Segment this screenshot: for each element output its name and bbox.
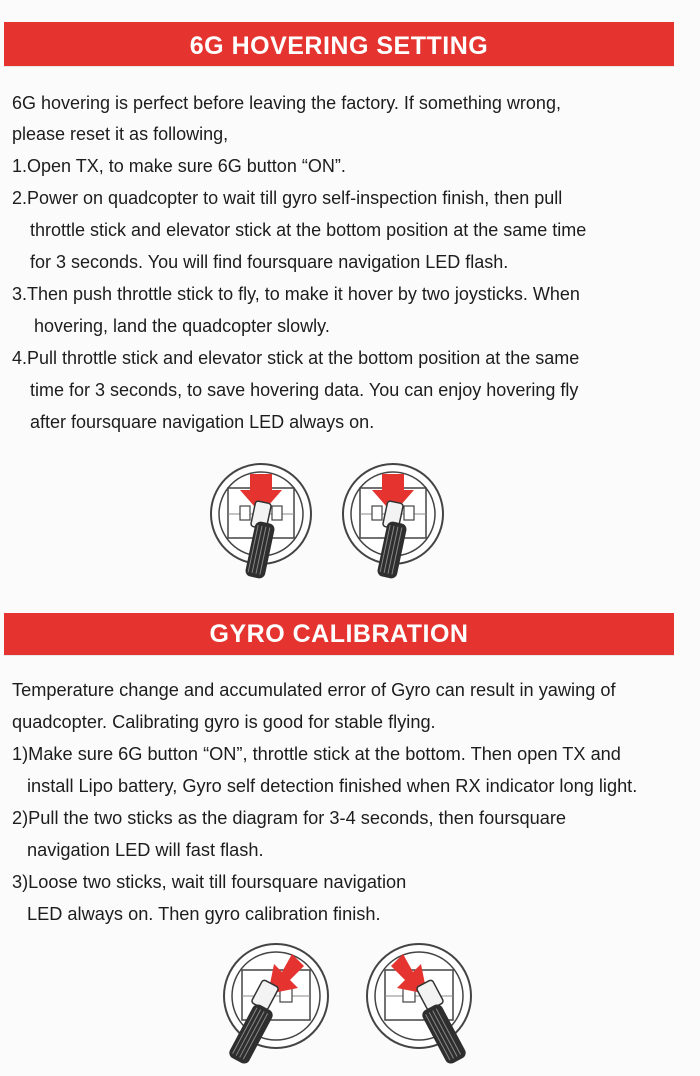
paragraph-line: Temperature change and accumulated error of Gyro can result in yawing of: [12, 680, 616, 700]
paragraph-line: please reset it as following,: [12, 124, 229, 144]
step-4: 4.Pull throttle stick and elevator stick at the bottom position at the same: [12, 348, 580, 368]
joystick-down-left-icon: [218, 940, 333, 1072]
section-title: GYRO CALIBRATION: [209, 620, 469, 648]
step-2-cont: for 3 seconds. You will find foursquare navigation LED flash.: [30, 252, 509, 272]
step-1: 1)Make sure 6G button “ON”, throttle stick at the bottom. Then open TX and: [12, 744, 621, 764]
gyro-instructions: [12, 674, 692, 930]
step-2: 2.Power on quadcopter to wait till gyro self-inspection finish, then pull: [12, 188, 563, 208]
hovering-instructions: [12, 88, 692, 438]
step-4-cont: time for 3 seconds, to save hovering data. You can enjoy hovering fly: [30, 380, 579, 400]
step-1: 1.Open TX, to make sure 6G button “ON”.: [12, 156, 346, 176]
step-4-cont: after foursquare navigation LED always on.: [30, 412, 375, 432]
step-3-cont: LED always on. Then gyro calibration finish.: [27, 904, 381, 924]
step-3: 3.Then push throttle stick to fly, to make it hover by two joysticks. When: [12, 284, 580, 304]
step-2-cont: navigation LED will fast flash.: [27, 840, 264, 860]
step-2-cont: throttle stick and elevator stick at the bottom position at the same time: [30, 220, 587, 240]
section-banner-gyro: [4, 613, 674, 655]
paragraph-line: quadcopter. Calibrating gyro is good for stable flying.: [12, 712, 436, 732]
joystick-down-icon: [338, 462, 448, 582]
paragraph-line: 6G hovering is perfect before leaving the factory. If something wrong,: [12, 93, 561, 113]
joystick-down-right-icon: [362, 940, 477, 1072]
section-banner-hovering: [4, 22, 674, 66]
step-3: 3)Loose two sticks, wait till foursquare navigation: [12, 872, 407, 892]
step-2: 2)Pull the two sticks as the diagram for 3-4 seconds, then foursquare: [12, 808, 566, 828]
joystick-down-icon: [206, 462, 316, 582]
section-title: 6G HOVERING SETTING: [189, 32, 489, 60]
step-1-cont: install Lipo battery, Gyro self detection finished when RX indicator long light.: [27, 776, 638, 796]
step-3-cont: hovering, land the quadcopter slowly.: [34, 316, 330, 336]
